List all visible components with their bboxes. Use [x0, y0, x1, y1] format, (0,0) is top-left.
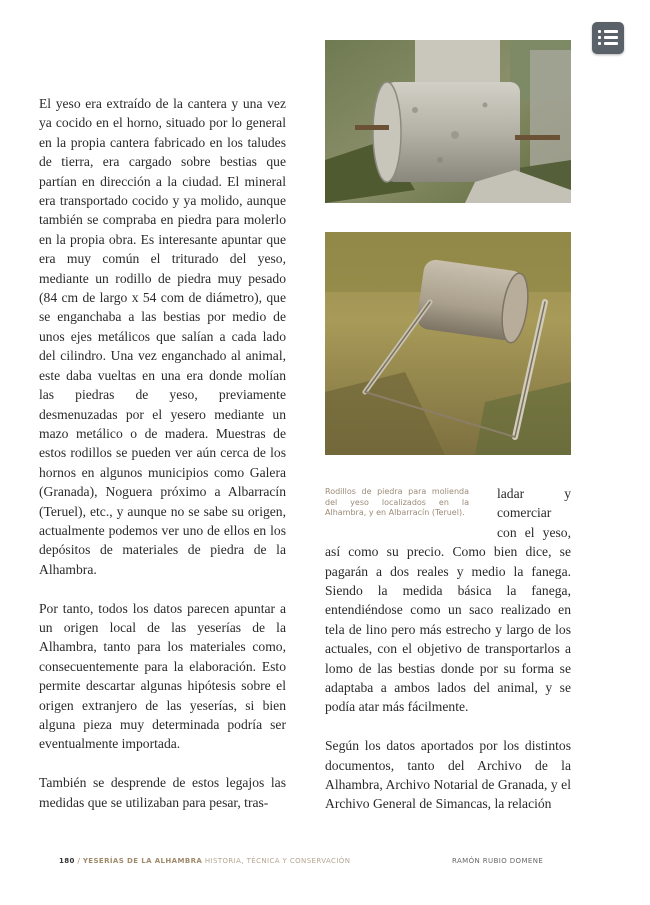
footer-author: RAMÓN RUBIO DOMENE: [452, 857, 544, 865]
footer-left: [59, 857, 350, 865]
right-text-column: [325, 484, 571, 814]
list-menu-icon[interactable]: [592, 22, 624, 54]
paragraph: Por tanto, todos los datos parecen apuntar a un origen local de las yeserías de la Alhambra, tanto para los materiales como, consecuentemente para la elaboración. Esto permite descartar algunas hipótesis sobre el origen extranjero de las yeserías, si bien alguna pieza muy determinada podría ser eventualmente importada.: [39, 600, 286, 752]
figure-caption: Rodillos de piedra para molienda del yeso localizados en la Alhambra, y en Albarracín (Teruel).: [325, 487, 469, 518]
book-subtitle: HISTORIA, TÉCNICA Y CONSERVACIÓN: [204, 857, 351, 865]
left-text-column: [39, 94, 286, 812]
footer-separator: /: [74, 857, 83, 865]
paragraph: El yeso era extraído de la cantera y una vez ya cocido en el horno, situado por lo general en la propia cantera fabricado en los taludes de tierra, era cargado sobre bestias que partían en dirección a la ciudad. El mineral era transportado cocido y ya molido, aunque también se compraba en piedra para molerlo en la propia obra. Es interesante apuntar que era muy común el triturado del yeso, mediante un rodillo de piedra muy pesado (84 cm de largo x 54 com de diámetro), que se enganchaba a las bestias por medio de unos ejes metálicos que salían a cada lado del cilindro. Una vez enganchado al animal, este daba vueltas en una era donde molían las piedras de yeso, previamente desmenuzadas por el yesero mediante un mazo metálico o de madera. Muestras de estos rodillos se pueden ver aún cerca de los hornos en algunos municipios como Galera (Granada), Noguera próximo a Albarracín (Teruel), etc., y aunque no se sabe su origen, actualmente podemos ver uno de ellos en los depósitos de materiales de piedra de la Alhambra.: [39, 96, 286, 577]
stone-roller-photo-albarracin: [325, 232, 571, 455]
stone-roller-photo-alhambra: [325, 40, 571, 203]
paragraph: Según los datos aportados por los distintos documentos, tanto del Archivo de la Alhambra, Archivo Notarial de Granada, y el Archivo General de Simancas, la relación: [325, 738, 571, 812]
paragraph: ladar y comerciar con el yeso, así como su precio. Como bien dice, se pagarán a dos reales y medio la fanega. Siendo la medida básica la fanega, entendiéndose como un saco realizado en tela de lino pero más estrecho y largo de los actuales, con el objetivo de transportarlos a lomo de las bestias donde por su forma se adaptaba a ambos lados del animal, y se podía atar más fácilmente.: [325, 486, 571, 715]
paragraph: También se desprende de estos legajos las medidas que se utilizaban para pesar, tras-: [39, 775, 286, 810]
page-number: 180: [59, 857, 75, 865]
book-title: YESERÍAS DE LA ALHAMBRA: [82, 857, 203, 865]
